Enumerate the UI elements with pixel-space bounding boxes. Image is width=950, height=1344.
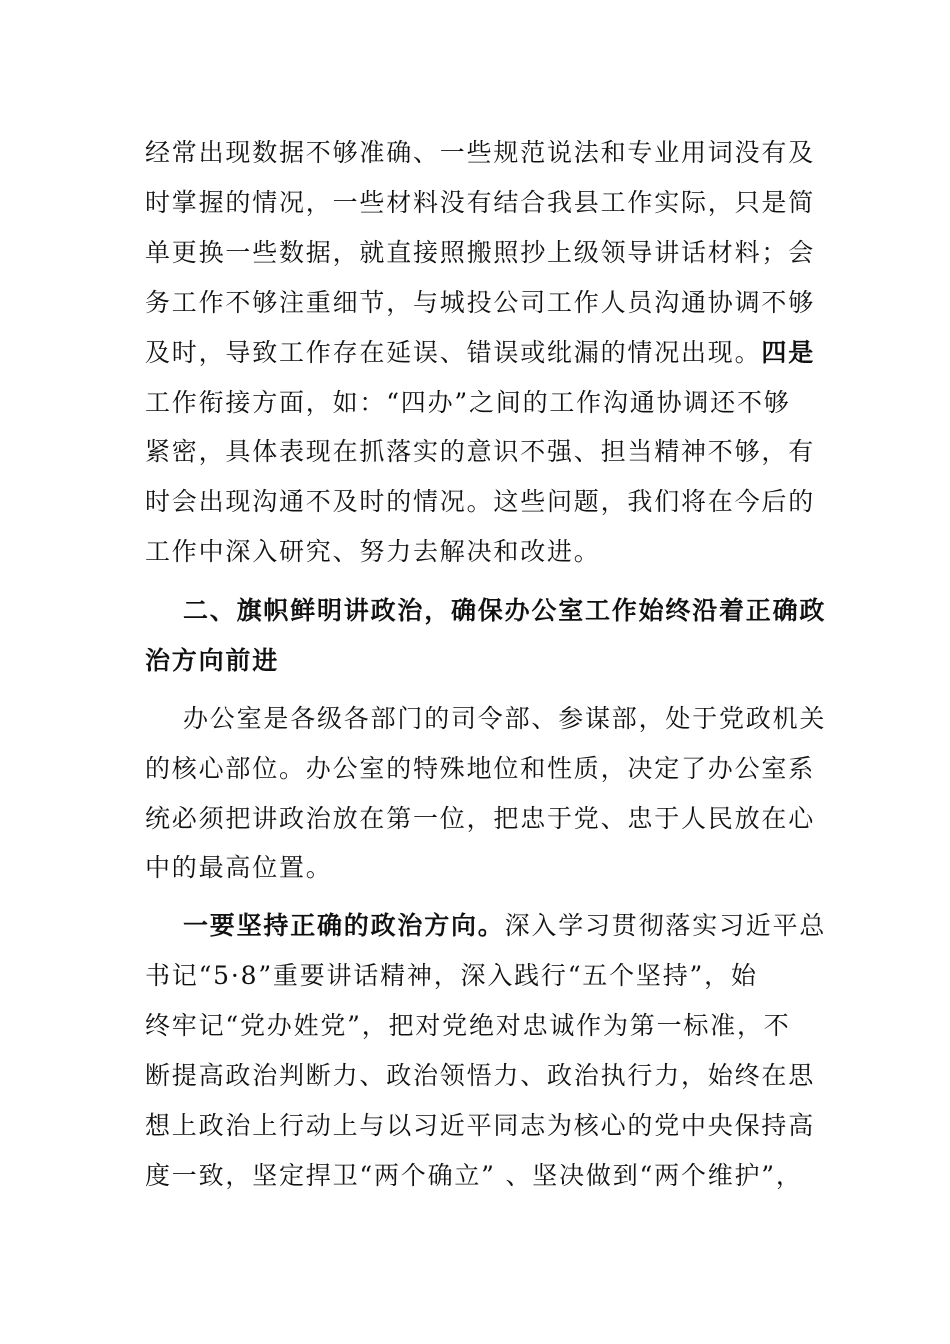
body-line-6 <box>145 387 791 419</box>
body-line-17 <box>145 1060 815 1092</box>
body-line-15 <box>145 960 758 992</box>
section-heading: 二、旗帜鲜明讲政治，确保办公室工作始终沿着正确政 <box>183 596 827 625</box>
text-run: 统必须把讲政治放在第一位，把忠于党、忠于人民放在心 <box>145 804 816 833</box>
body-line-4 <box>145 287 815 319</box>
text-run: 的核心部位。办公室的特殊地位和性质，决定了办公室系 <box>145 754 816 783</box>
body-line-11 <box>145 753 815 785</box>
body-line-18 <box>145 1110 815 1142</box>
text-run: 书记“5·8”重要讲话精神，深入践行“五个坚持”，始 <box>145 961 758 990</box>
text-run: 深入学习贯彻落实习近平总 <box>504 911 827 940</box>
text-run: 务工作不够注重细节，与城投公司工作人员沟通协调不够 <box>145 288 816 317</box>
body-line-8 <box>145 486 815 518</box>
body-line-16 <box>145 1010 791 1042</box>
text-run: 时会出现沟通不及时的情况。这些问题，我们将在今后的 <box>145 487 816 516</box>
body-line-9 <box>145 536 601 568</box>
section-heading: 治方向前进 <box>145 646 280 675</box>
body-line-14 <box>183 910 826 942</box>
text-run: 工作衔接方面，如：“四办”之间的工作沟通协调还不够 <box>145 388 791 417</box>
body-line-12 <box>145 803 815 835</box>
text-run: 工作中深入研究、努力去解决和改进。 <box>145 537 601 566</box>
body-line-5 <box>145 337 815 369</box>
text-run: 单更换一些数据，就直接照搬照抄上级领导讲话材料；会 <box>145 238 816 267</box>
body-line-1 <box>145 137 815 169</box>
text-run: 终牢记“党办姓党”，把对党绝对忠诚作为第一标准，不 <box>145 1011 791 1040</box>
section-heading-line-2 <box>145 645 279 677</box>
body-line-19 <box>145 1160 803 1192</box>
text-run: 想上政治上行动上与以习近平同志为核心的党中央保持高 <box>145 1111 816 1140</box>
body-line-7 <box>145 436 815 468</box>
text-run: 及时，导致工作存在延误、错误或纰漏的情况出现。 <box>145 338 762 367</box>
body-line-2 <box>145 187 815 219</box>
bold-lead-in: 四是 <box>761 338 816 367</box>
section-heading-line-1 <box>183 595 826 627</box>
text-run: 时掌握的情况，一些材料没有结合我县工作实际，只是简 <box>145 188 816 217</box>
text-run: 紧密，具体表现在抓落实的意识不强、担当精神不够，有 <box>145 437 816 466</box>
text-run: 中的最高位置。 <box>145 853 333 882</box>
body-line-3 <box>145 237 815 269</box>
text-run: 办公室是各级各部门的司令部、参谋部，处于党政机关 <box>183 704 827 733</box>
body-line-13 <box>145 852 333 884</box>
text-run: 度一致，坚定捍卫“两个确立” 、坚决做到“两个维护”， <box>145 1161 803 1190</box>
text-run: 经常出现数据不够准确、一些规范说法和专业用词没有及 <box>145 138 816 167</box>
body-line-10 <box>183 703 826 735</box>
text-run: 断提高政治判断力、政治领悟力、政治执行力，始终在思 <box>145 1061 816 1090</box>
bold-lead-in: 一要坚持正确的政治方向。 <box>183 911 505 940</box>
